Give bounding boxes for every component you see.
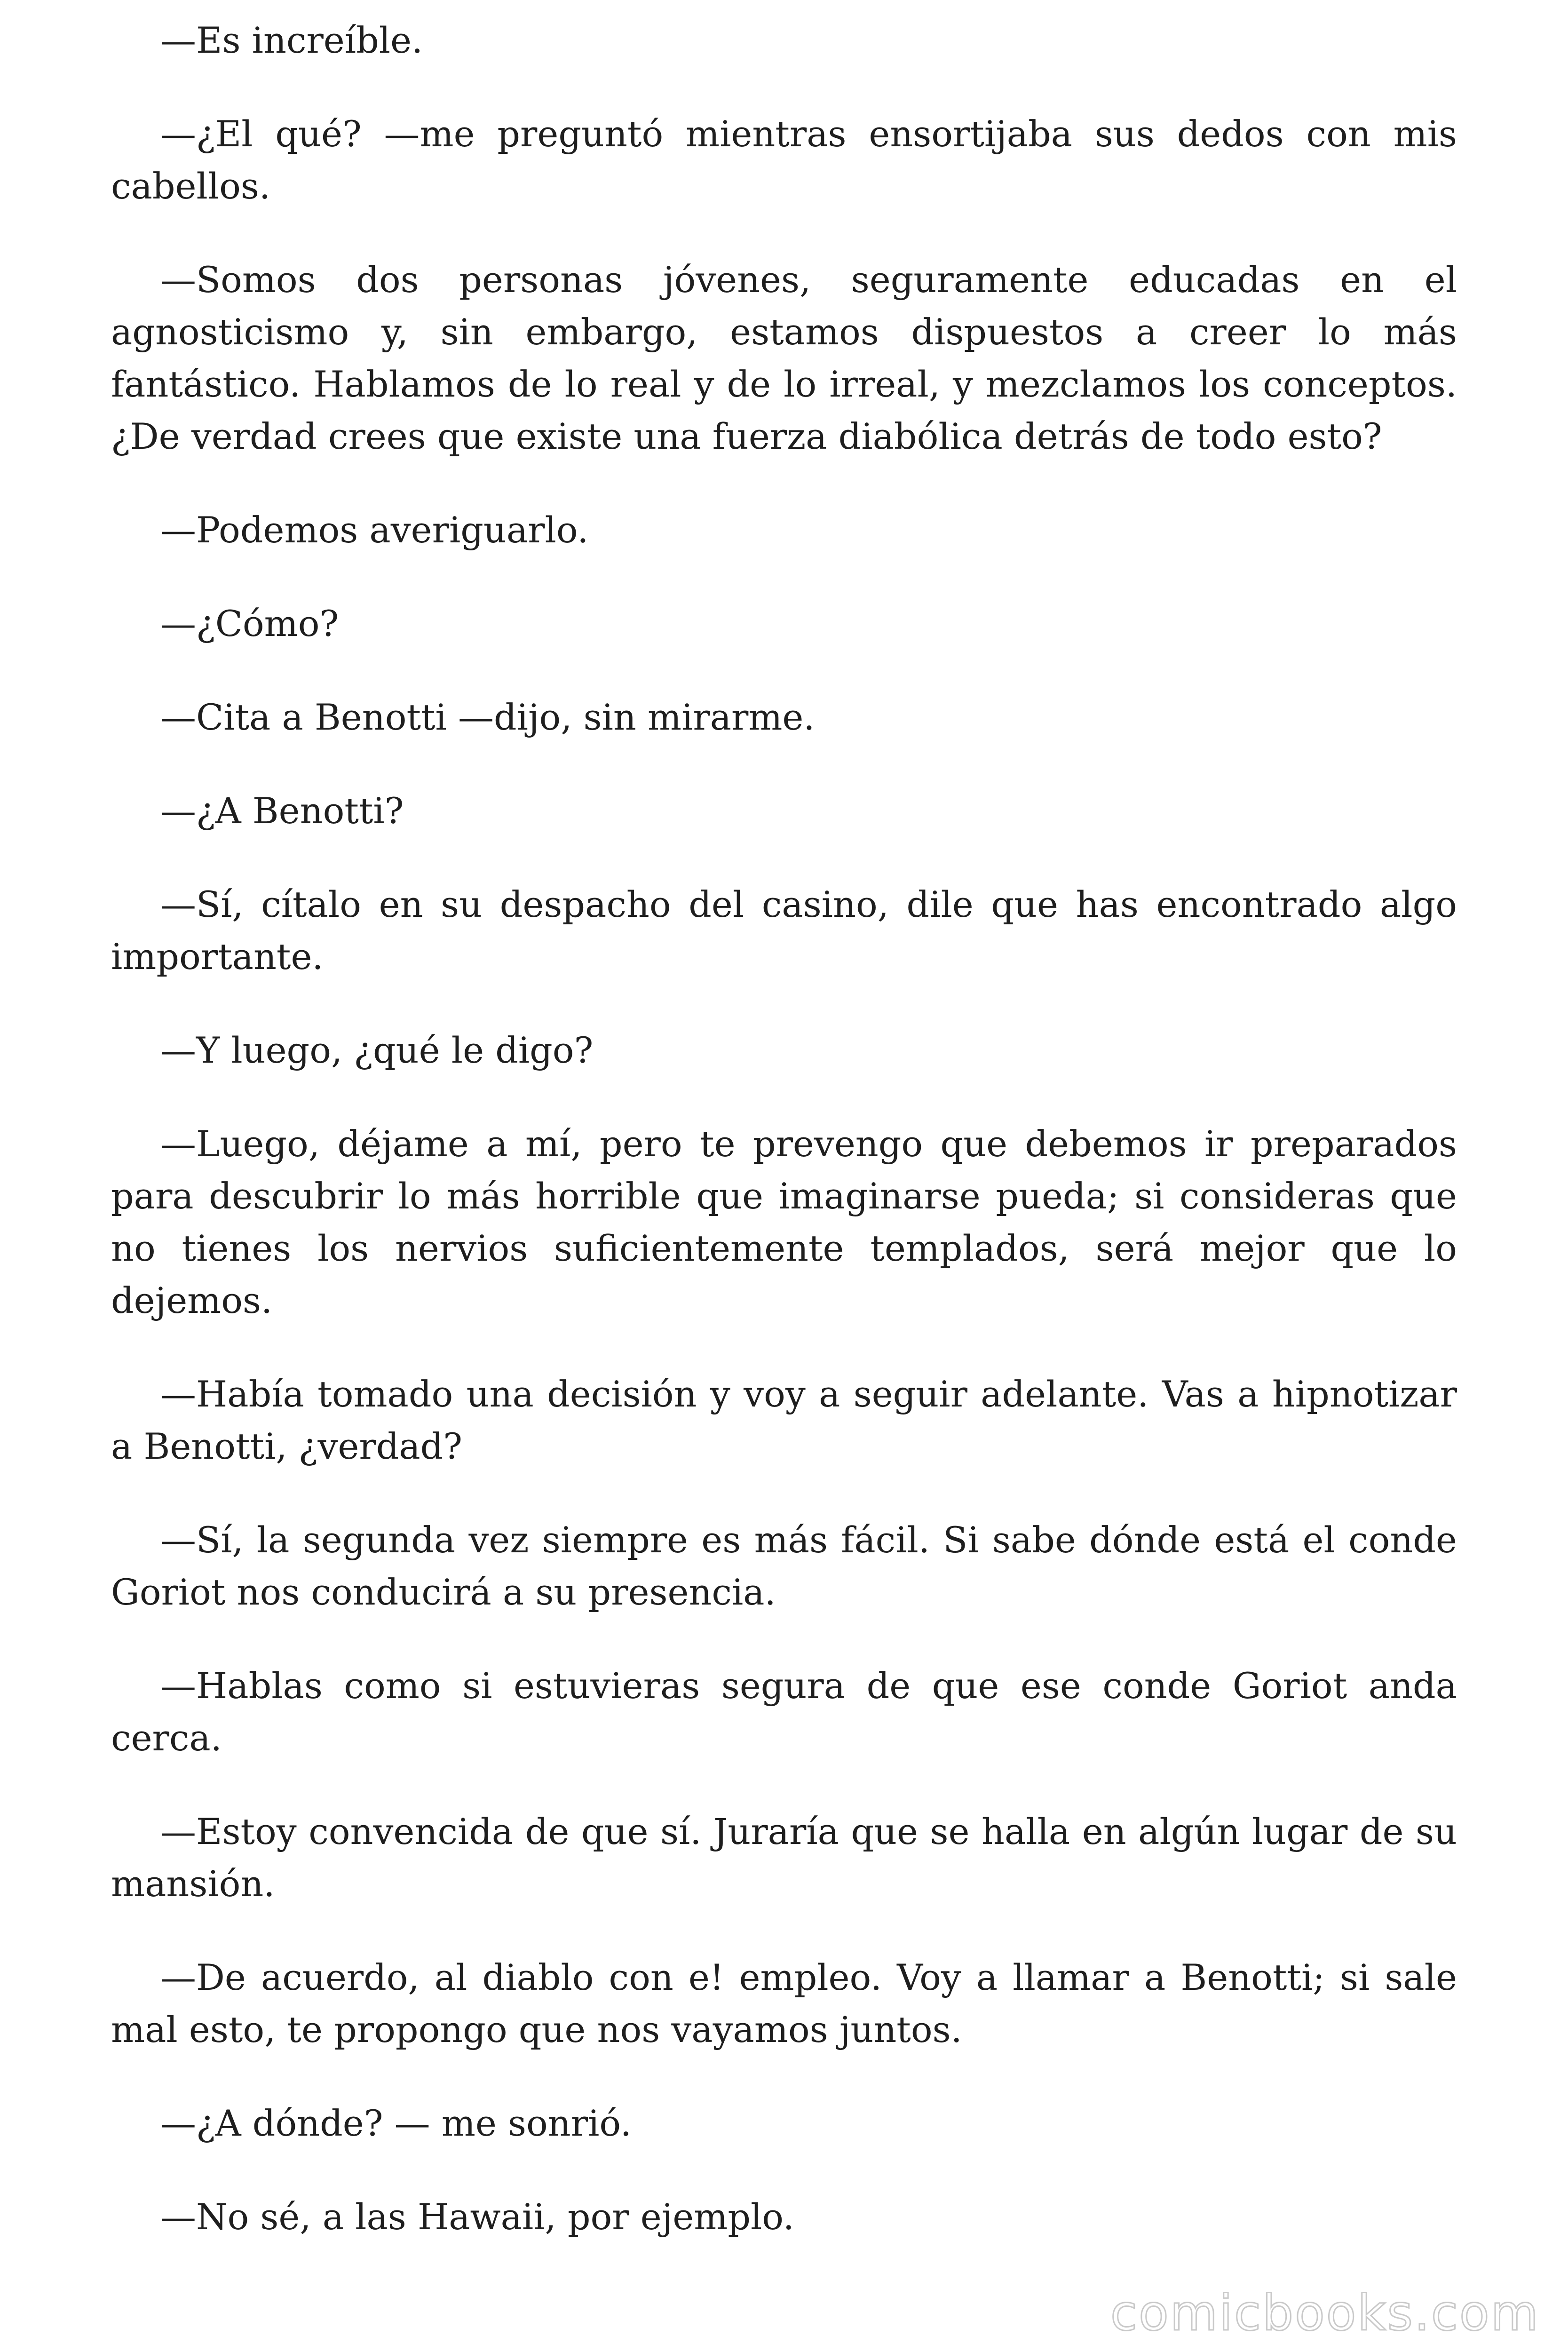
paragraph: —Estoy convencida de que sí. Juraría que se halla en algún lugar de su mansión.	[111, 1811, 1457, 1905]
book-page	[111, 14, 1457, 2243]
paragraph: —No sé, a las Hawaii, por ejemplo.	[160, 2196, 794, 2238]
paragraph: —¿A dónde? — me sonrió.	[160, 2102, 632, 2144]
paragraph: —De acuerdo, al diablo con e! empleo. Voy a llamar a Benotti; si sale mal esto, te propongo que nos vayamos juntos.	[111, 1956, 1457, 2050]
paragraph: —Podemos averiguarlo.	[160, 509, 589, 551]
paragraph: —Hablas como si estuvieras segura de que ese conde Goriot anda cerca.	[111, 1665, 1457, 1759]
paragraph: —Sí, la segunda vez siempre es más fácil. Si sabe dónde está el conde Goriot nos conducirá a su presencia.	[111, 1519, 1457, 1613]
paragraph: —Somos dos personas jóvenes, seguramente educadas en el agnosticismo y, sin embargo, estamos dispuestos a creer lo más fantástico. Hablamos de lo real y de lo irreal, y mezclamos los conceptos. ¿De verdad crees que existe una fuerza diabólica detrás de todo esto?	[111, 259, 1457, 457]
paragraph: —¿El qué? —me preguntó mientras ensortijaba sus dedos con mis cabellos.	[111, 113, 1457, 207]
paragraph: —Sí, cítalo en su despacho del casino, dile que has encontrado algo importante.	[111, 883, 1457, 977]
paragraph: —¿A Benotti?	[160, 790, 404, 832]
paragraph: —Cita a Benotti —dijo, sin mirarme.	[160, 696, 815, 738]
watermark: comicbooks.com	[1110, 2284, 1540, 2342]
paragraph: —¿Cómo?	[160, 603, 339, 644]
paragraph: —Había tomado una decisión y voy a seguir adelante. Vas a hipnotizar a Benotti, ¿verdad?	[111, 1373, 1457, 1467]
paragraph: —Es increíble.	[160, 19, 423, 61]
paragraph: —Luego, déjame a mí, pero te prevengo que debemos ir preparados para descubrir lo más horrible que imaginarse pueda; si consideras que no tienes los nervios suficientemente templados, será mejor que lo dejemos.	[111, 1123, 1457, 1321]
paragraph: —Y luego, ¿qué le digo?	[160, 1029, 594, 1071]
